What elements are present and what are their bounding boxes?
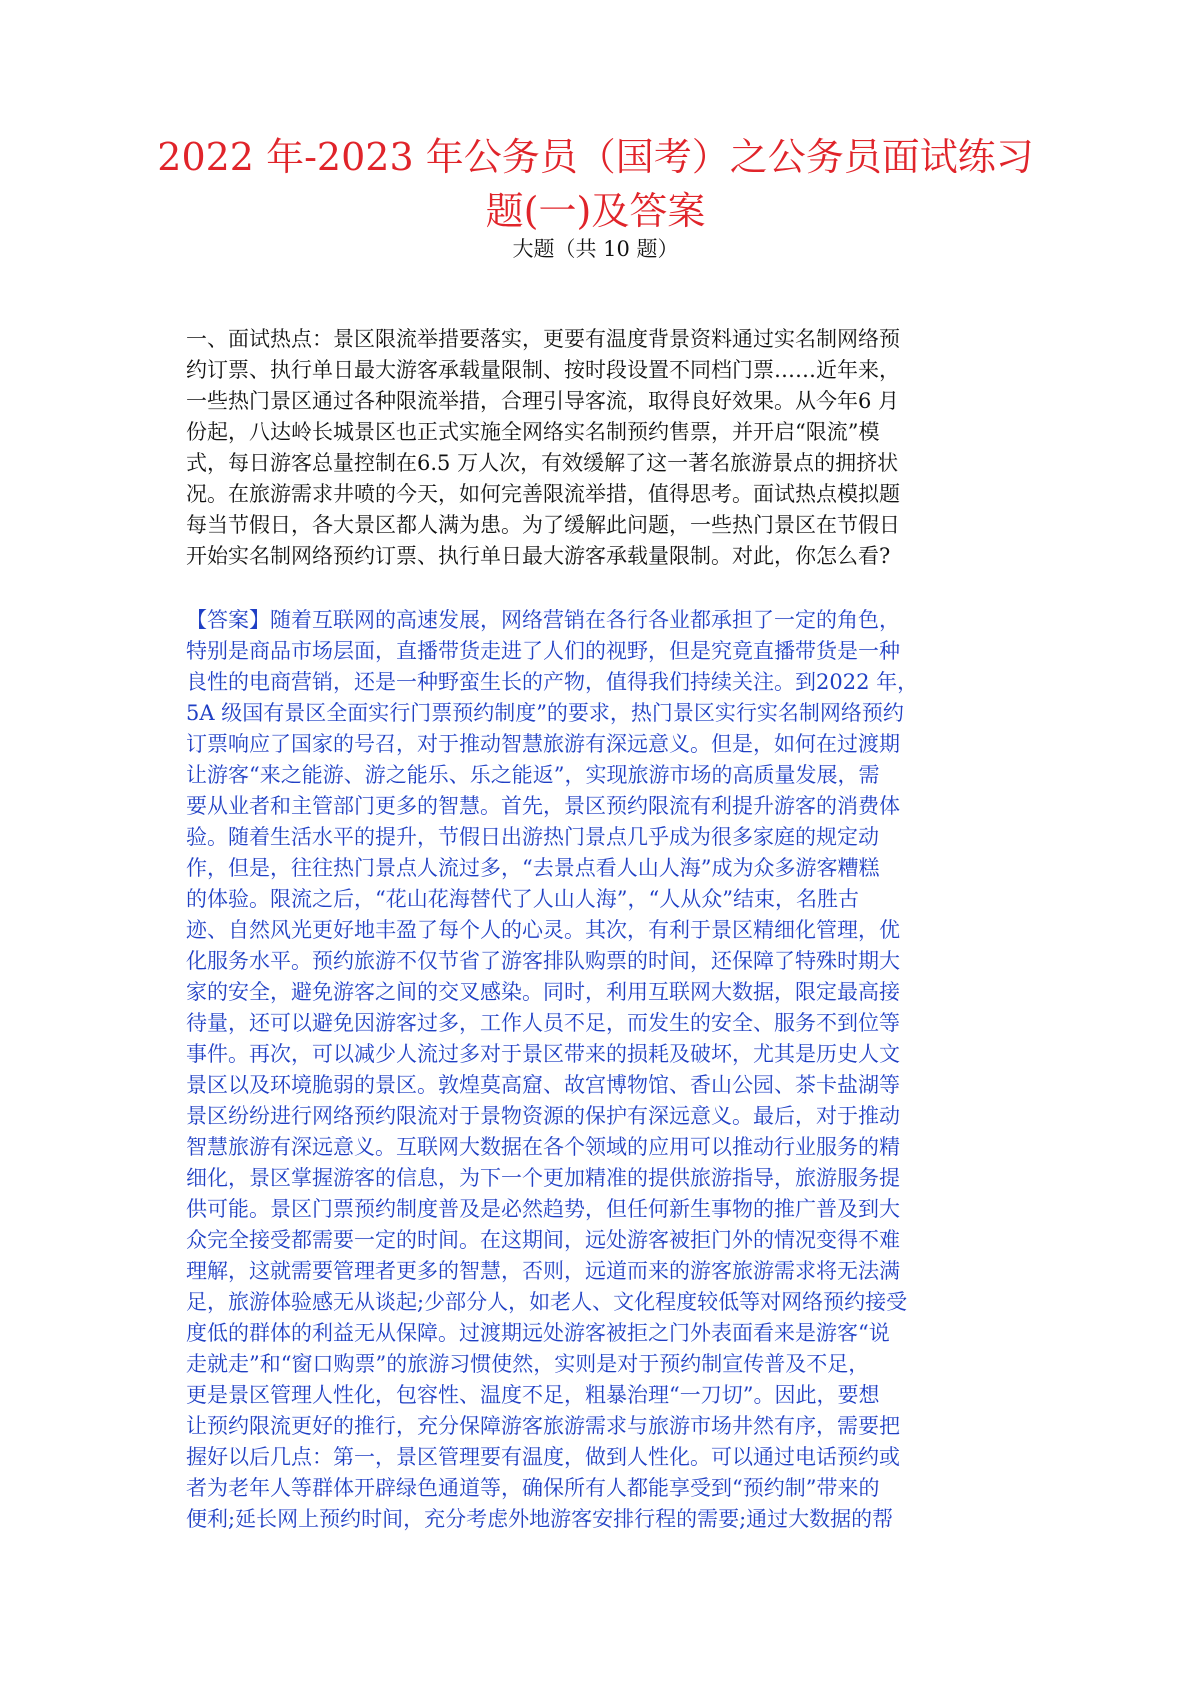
answer-line: 更是景区管理人性化，包容性、温度不足，粗暴治理“一刀切”。因此，要想 <box>186 1383 880 1407</box>
answer-line: 握好以后几点：第一，景区管理要有温度，做到人性化。可以通过电话预约或 <box>186 1445 900 1469</box>
question-line: 约订票、执行单日最大游客承载量限制、按时段设置不同档门票……近年来， <box>186 358 900 382</box>
answer-line: 要从业者和主管部门更多的智慧。首先，景区预约限流有利提升游客的消费体 <box>186 794 900 818</box>
answer-line: 足，旅游体验感无从谈起;少部分人，如老人、文化程度较低等对网络预约接受 <box>186 1290 908 1314</box>
answer-line: 家的安全，避免游客之间的交叉感染。同时，利用互联网大数据，限定最高接 <box>186 980 900 1004</box>
answer-line: 迹、自然风光更好地丰盈了每个人的心灵。其次，有利于景区精细化管理，优 <box>186 918 900 942</box>
document-title <box>0 130 1191 238</box>
question-line: 式，每日游客总量控制在6.5 万人次，有效缓解了这一著名旅游景点的拥挤状 <box>186 451 899 475</box>
answer-line: 订票响应了国家的号召，对于推动智慧旅游有深远意义。但是，如何在过渡期 <box>186 732 900 756</box>
title-line: 2022 年-2023 年公务员（国考）之公务员面试练习 <box>157 135 1034 179</box>
answer-line: 让游客“来之能游、游之能乐、乐之能返”，实现旅游市场的高质量发展，需 <box>186 763 880 787</box>
answer-line: 理解，这就需要管理者更多的智慧，否则，远道而来的游客旅游需求将无法满 <box>186 1259 900 1283</box>
title-line: 题(一)及答案 <box>485 189 706 233</box>
question-line: 一、面试热点：景区限流举措要落实，更要有温度背景资料通过实名制网络预 <box>186 327 900 351</box>
answer-line: 景区以及环境脆弱的景区。敦煌莫高窟、故宫博物馆、香山公园、茶卡盐湖等 <box>186 1073 900 1097</box>
answer-line: 【答案】随着互联网的高速发展，网络营销在各行各业都承担了一定的角色， <box>186 608 900 632</box>
answer-line: 智慧旅游有深远意义。互联网大数据在各个领域的应用可以推动行业服务的精 <box>186 1135 900 1159</box>
answer-line: 的体验。限流之后，“花山花海替代了人山人海”，“人从众”结束，名胜古 <box>186 887 859 911</box>
answer-line: 特别是商品市场层面，直播带货走进了人们的视野，但是究竟直播带货是一种 <box>186 639 900 663</box>
answer-line: 细化，景区掌握游客的信息，为下一个更加精准的提供旅游指导，旅游服务提 <box>186 1166 900 1190</box>
answer-line: 让预约限流更好的推行，充分保障游客旅游需求与旅游市场井然有序，需要把 <box>186 1414 900 1438</box>
answer-paragraph <box>186 605 1012 1535</box>
answer-line: 验。随着生活水平的提升，节假日出游热门景点几乎成为很多家庭的规定动 <box>186 825 879 849</box>
answer-line: 5A 级国有景区全面实行门票预约制度”的要求，热门景区实行实名制网络预约 <box>186 701 904 725</box>
question-line: 一些热门景区通过各种限流举措，合理引导客流，取得良好效果。从今年6 月 <box>186 389 900 413</box>
question-line: 份起，八达岭长城景区也正式实施全网络实名制预约售票，并开启“限流”模 <box>186 420 880 444</box>
question-line: 每当节假日，各大景区都人满为患。为了缓解此问题，一些热门景区在节假日 <box>186 513 900 537</box>
answer-line: 化服务水平。预约旅游不仅节省了游客排队购票的时间，还保障了特殊时期大 <box>186 949 900 973</box>
answer-line: 景区纷纷进行网络预约限流对于景物资源的保护有深远意义。最后，对于推动 <box>186 1104 900 1128</box>
question-line: 开始实名制网络预约订票、执行单日最大游客承载量限制。对此，你怎么看? <box>186 544 891 568</box>
answer-line: 走就走”和“窗口购票”的旅游习惯使然，实则是对于预约制宣传普及不足， <box>186 1352 870 1376</box>
answer-line: 度低的群体的利益无从保障。过渡期远处游客被拒之门外表面看来是游客“说 <box>186 1321 890 1345</box>
question-paragraph <box>186 324 1012 572</box>
answer-line: 便利;延长网上预约时间，充分考虑外地游客安排行程的需要;通过大数据的帮 <box>186 1507 894 1531</box>
answer-line: 待量，还可以避免因游客过多，工作人员不足，而发生的安全、服务不到位等 <box>186 1011 900 1035</box>
answer-line: 供可能。景区门票预约制度普及是必然趋势，但任何新生事物的推广普及到大 <box>186 1197 900 1221</box>
answer-line: 众完全接受都需要一定的时间。在这期间，远处游客被拒门外的情况变得不难 <box>186 1228 900 1252</box>
section-heading: 大题（共 10 题） <box>512 237 679 261</box>
answer-line: 事件。再次，可以减少人流过多对于景区带来的损耗及破坏，尤其是历史人文 <box>186 1042 900 1066</box>
question-line: 况。在旅游需求井喷的今天，如何完善限流举措，值得思考。面试热点模拟题 <box>186 482 900 506</box>
answer-line: 良性的电商营销，还是一种野蛮生长的产物，值得我们持续关注。到2022 年， <box>186 670 919 694</box>
answer-line: 者为老年人等群体开辟绿色通道等，确保所有人都能享受到“预约制”带来的 <box>186 1476 880 1500</box>
answer-line: 作，但是，往往热门景点人流过多，“去景点看人山人海”成为众多游客糟糕 <box>186 856 880 880</box>
